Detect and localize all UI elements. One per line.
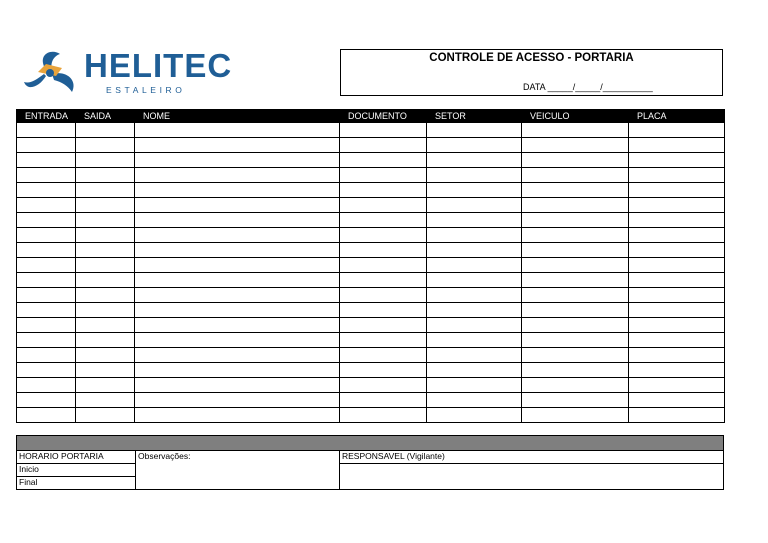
table-cell[interactable] (135, 183, 340, 198)
table-cell[interactable] (629, 153, 725, 168)
table-cell[interactable] (522, 333, 629, 348)
table-cell[interactable] (135, 303, 340, 318)
table-cell[interactable] (17, 123, 76, 138)
observacoes-label: Observações: (138, 451, 191, 461)
table-cell[interactable] (17, 258, 76, 273)
table-cell[interactable] (629, 228, 725, 243)
table-cell[interactable] (76, 228, 135, 243)
logo-subtitle-text: ESTALEIRO (106, 85, 186, 95)
access-log-table (16, 109, 725, 423)
logo-brand-text: HELITEC (84, 47, 233, 84)
table-cell[interactable] (427, 348, 522, 363)
date-field[interactable]: DATA _____/_____/__________ (523, 82, 653, 92)
table-row (17, 228, 725, 243)
table-cell[interactable] (340, 288, 427, 303)
table-cell[interactable] (427, 393, 522, 408)
table-cell[interactable] (340, 393, 427, 408)
table-row (17, 198, 725, 213)
table-row (17, 123, 725, 138)
table-cell[interactable] (135, 123, 340, 138)
table-cell[interactable] (76, 198, 135, 213)
table-cell[interactable] (522, 138, 629, 153)
table-row (17, 363, 725, 378)
table-cell[interactable] (135, 198, 340, 213)
table-cell[interactable] (76, 273, 135, 288)
table-cell[interactable] (629, 318, 725, 333)
table-cell[interactable] (76, 408, 135, 423)
table-cell[interactable] (17, 198, 76, 213)
table-cell[interactable] (76, 348, 135, 363)
table-cell[interactable] (522, 213, 629, 228)
table-cell[interactable] (629, 393, 725, 408)
table-cell[interactable] (17, 243, 76, 258)
table-cell[interactable] (522, 363, 629, 378)
table-cell[interactable] (629, 168, 725, 183)
table-cell[interactable] (522, 273, 629, 288)
table-cell[interactable] (629, 363, 725, 378)
table-cell[interactable] (135, 153, 340, 168)
table-cell[interactable] (427, 228, 522, 243)
table-cell[interactable] (522, 243, 629, 258)
table-cell[interactable] (76, 303, 135, 318)
table-cell[interactable] (135, 228, 340, 243)
table-row (17, 183, 725, 198)
table-cell[interactable] (17, 153, 76, 168)
table-cell[interactable] (17, 393, 76, 408)
table-cell[interactable] (427, 303, 522, 318)
table-cell[interactable] (17, 288, 76, 303)
table-cell[interactable] (340, 213, 427, 228)
table-cell[interactable] (135, 288, 340, 303)
footer-header-bar (17, 436, 723, 451)
propeller-icon (22, 48, 80, 100)
table-cell[interactable] (522, 348, 629, 363)
column-header: SETOR (427, 110, 522, 123)
table-cell[interactable] (135, 393, 340, 408)
table-cell[interactable] (17, 408, 76, 423)
table-cell[interactable] (340, 348, 427, 363)
table-cell[interactable] (427, 258, 522, 273)
table-cell[interactable] (629, 333, 725, 348)
table-cell[interactable] (76, 318, 135, 333)
table-cell[interactable] (76, 153, 135, 168)
footer-section (16, 435, 724, 490)
table-cell[interactable] (629, 198, 725, 213)
table-cell[interactable] (522, 393, 629, 408)
table-cell[interactable] (76, 243, 135, 258)
table-cell[interactable] (522, 123, 629, 138)
table-cell[interactable] (76, 213, 135, 228)
table-cell[interactable] (427, 198, 522, 213)
table-cell[interactable] (522, 288, 629, 303)
table-cell[interactable] (629, 288, 725, 303)
responsavel-label: RESPONSAVEL (Vigilante) (342, 451, 445, 461)
table-cell[interactable] (76, 288, 135, 303)
table-cell[interactable] (135, 213, 340, 228)
table-cell[interactable] (340, 273, 427, 288)
table-cell[interactable] (522, 303, 629, 318)
table-cell[interactable] (76, 258, 135, 273)
table-cell[interactable] (427, 138, 522, 153)
table-row (17, 138, 725, 153)
table-row (17, 168, 725, 183)
table-cell[interactable] (17, 183, 76, 198)
table-cell[interactable] (340, 123, 427, 138)
table-cell[interactable] (340, 153, 427, 168)
table-cell[interactable] (135, 408, 340, 423)
table-cell[interactable] (340, 378, 427, 393)
table-cell[interactable] (340, 243, 427, 258)
table-cell[interactable] (340, 408, 427, 423)
table-row (17, 258, 725, 273)
table-cell[interactable] (427, 408, 522, 423)
table-cell[interactable] (135, 168, 340, 183)
table-cell[interactable] (629, 123, 725, 138)
column-header: NOME (135, 110, 340, 123)
table-cell[interactable] (522, 228, 629, 243)
inicio-label: Inicio (19, 464, 39, 474)
table-cell[interactable] (427, 153, 522, 168)
table-cell[interactable] (522, 198, 629, 213)
table-row (17, 408, 725, 423)
table-cell[interactable] (135, 348, 340, 363)
table-cell[interactable] (427, 288, 522, 303)
table-cell[interactable] (340, 363, 427, 378)
table-row (17, 393, 725, 408)
helitec-logo (22, 46, 233, 100)
table-cell[interactable] (17, 378, 76, 393)
table-cell[interactable] (629, 273, 725, 288)
table-cell[interactable] (135, 363, 340, 378)
title-box (340, 49, 723, 96)
table-cell[interactable] (17, 303, 76, 318)
table-cell[interactable] (17, 228, 76, 243)
table-cell[interactable] (427, 183, 522, 198)
table-cell[interactable] (76, 138, 135, 153)
table-cell[interactable] (629, 183, 725, 198)
table-row (17, 288, 725, 303)
table-cell[interactable] (629, 243, 725, 258)
final-label: Final (19, 477, 38, 487)
table-cell[interactable] (17, 273, 76, 288)
table-row (17, 153, 725, 168)
table-cell[interactable] (76, 378, 135, 393)
table-cell[interactable] (135, 243, 340, 258)
table-cell[interactable] (17, 363, 76, 378)
column-header: DOCUMENTO (340, 110, 427, 123)
table-cell[interactable] (340, 138, 427, 153)
table-cell[interactable] (629, 378, 725, 393)
table-cell[interactable] (522, 258, 629, 273)
table-cell[interactable] (340, 258, 427, 273)
table-cell[interactable] (629, 348, 725, 363)
table-cell[interactable] (17, 333, 76, 348)
table-cell[interactable] (17, 213, 76, 228)
table-cell[interactable] (427, 318, 522, 333)
table-cell[interactable] (76, 393, 135, 408)
table-cell[interactable] (76, 123, 135, 138)
horario-portaria-label: HORARIO PORTARIA (19, 451, 104, 461)
table-cell[interactable] (427, 363, 522, 378)
table-cell[interactable] (427, 378, 522, 393)
column-header: SAIDA (76, 110, 135, 123)
table-cell[interactable] (427, 333, 522, 348)
table-row (17, 213, 725, 228)
table-cell[interactable] (17, 138, 76, 153)
table-cell[interactable] (76, 183, 135, 198)
table-cell[interactable] (340, 183, 427, 198)
table-cell[interactable] (522, 183, 629, 198)
table-row (17, 378, 725, 393)
table-cell[interactable] (76, 168, 135, 183)
column-header: ENTRADA (17, 110, 76, 123)
table-cell[interactable] (427, 168, 522, 183)
table-row (17, 318, 725, 333)
table-cell[interactable] (629, 138, 725, 153)
table-cell[interactable] (340, 228, 427, 243)
table-cell[interactable] (17, 318, 76, 333)
table-cell[interactable] (135, 333, 340, 348)
table-cell[interactable] (629, 213, 725, 228)
table-cell[interactable] (340, 333, 427, 348)
table-cell[interactable] (522, 318, 629, 333)
table-cell[interactable] (135, 273, 340, 288)
table-cell[interactable] (522, 168, 629, 183)
table-row (17, 273, 725, 288)
table-row (17, 243, 725, 258)
table-cell[interactable] (135, 378, 340, 393)
table-cell[interactable] (629, 303, 725, 318)
table-cell[interactable] (629, 408, 725, 423)
column-header: VEICULO (522, 110, 629, 123)
table-cell[interactable] (17, 348, 76, 363)
table-cell[interactable] (76, 333, 135, 348)
table-cell[interactable] (76, 363, 135, 378)
table-row (17, 303, 725, 318)
table-cell[interactable] (522, 408, 629, 423)
table-cell[interactable] (427, 213, 522, 228)
table-cell[interactable] (522, 153, 629, 168)
table-cell[interactable] (135, 138, 340, 153)
column-header: PLACA (629, 110, 725, 123)
table-row (17, 333, 725, 348)
table-cell[interactable] (135, 318, 340, 333)
table-row (17, 348, 725, 363)
table-cell[interactable] (340, 168, 427, 183)
table-cell[interactable] (427, 123, 522, 138)
table-cell[interactable] (135, 258, 340, 273)
table-cell[interactable] (427, 243, 522, 258)
table-header-row (17, 110, 725, 123)
table-cell[interactable] (340, 303, 427, 318)
table-cell[interactable] (340, 318, 427, 333)
table-cell[interactable] (427, 273, 522, 288)
table-cell[interactable] (340, 198, 427, 213)
table-cell[interactable] (17, 168, 76, 183)
table-cell[interactable] (629, 258, 725, 273)
form-title: CONTROLE DE ACESSO - PORTARIA (429, 52, 634, 64)
table-cell[interactable] (522, 378, 629, 393)
